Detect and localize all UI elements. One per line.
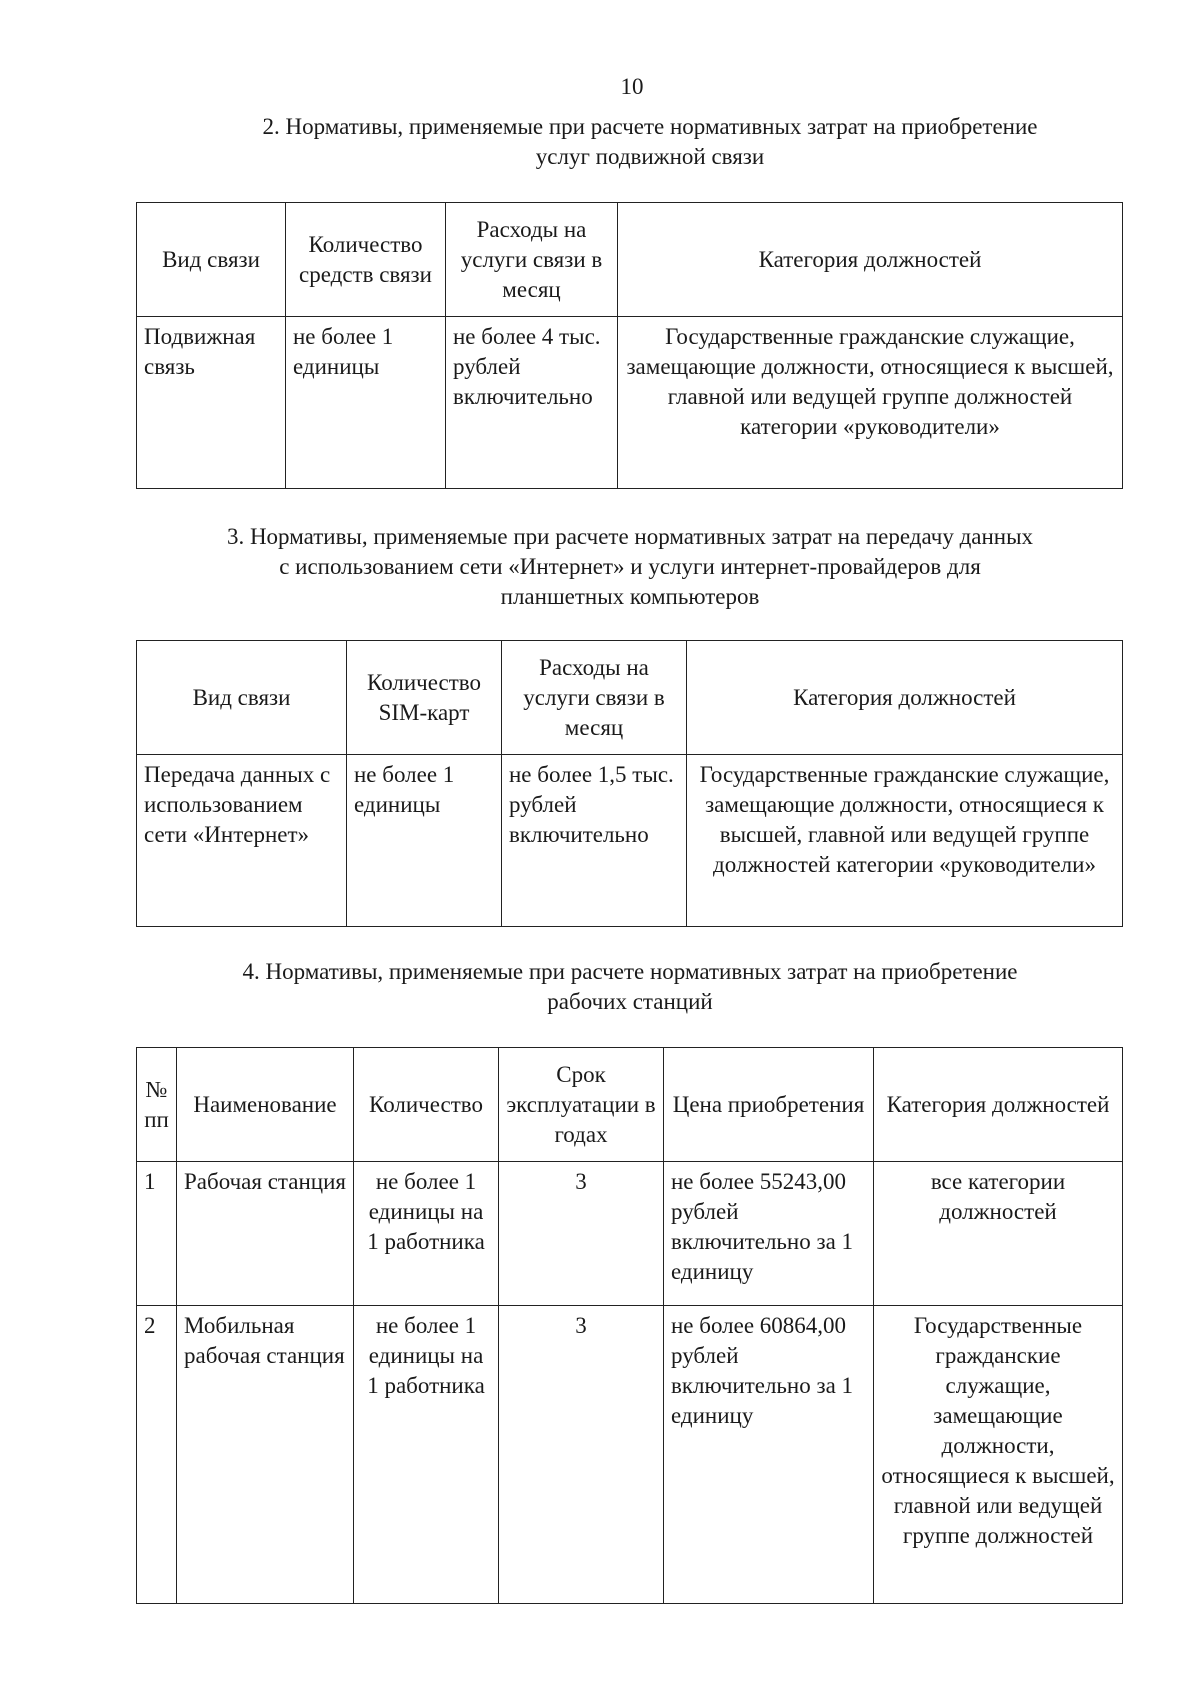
mobile-communication-table — [136, 202, 1123, 489]
communication-type-cell: Передача данных с использованием сети «Интернет» — [137, 755, 347, 927]
category-cell: Государственные гражданские служащие, замещающие должности, относящиеся к высшей, главной или ведущей группе должностей категории «руководители» — [687, 755, 1123, 927]
category-cell: все категории должностей — [874, 1162, 1123, 1306]
data-transfer-table — [136, 640, 1123, 927]
table-header-row — [137, 641, 1123, 755]
column-header: Срок эксплуатации в годах — [499, 1048, 664, 1162]
column-header: Количество средств связи — [286, 203, 446, 317]
section-2-heading — [160, 112, 1140, 172]
table-header-row — [137, 203, 1123, 317]
column-header: Вид связи — [137, 203, 286, 317]
page-number: 10 — [620, 74, 644, 99]
section-4-heading-line: рабочих станций — [547, 989, 713, 1014]
category-cell: Государственные гражданские служащие, замещающие должности, относящиеся к высшей, главной или ведущей группе должностей категории «руководители» — [618, 317, 1123, 489]
section-2-heading-line: услуг подвижной связи — [535, 144, 765, 169]
column-header: Наименование — [177, 1048, 354, 1162]
quantity-cell: не более 1 единицы — [286, 317, 446, 489]
section-4-heading — [120, 957, 1140, 1017]
name-cell: Мобильная рабочая станция — [177, 1306, 354, 1604]
communication-type-cell: Подвижная связь — [137, 317, 286, 489]
workstations-table — [136, 1047, 1123, 1604]
column-header: Категория должностей — [687, 641, 1123, 755]
name-cell: Рабочая станция — [177, 1162, 354, 1306]
section-3-heading-line: с использованием сети «Интернет» и услуги интернет-провайдеров для — [279, 554, 981, 579]
column-header: № пп — [137, 1048, 177, 1162]
column-header: Количество — [354, 1048, 499, 1162]
column-header: Категория должностей — [618, 203, 1123, 317]
section-3-heading-line: планшетных компьютеров — [500, 584, 760, 609]
table-row — [137, 1162, 1123, 1306]
term-cell: 3 — [499, 1306, 664, 1604]
table-row — [137, 755, 1123, 927]
category-cell: Государственные гражданские служащие, замещающие должности, относящиеся к высшей, главной или ведущей группе должностей — [874, 1306, 1123, 1604]
section-3-heading — [120, 522, 1140, 612]
price-cell: не более 55243,00 рублей включительно за 1 единицу — [664, 1162, 874, 1306]
column-header: Расходы на услуги связи в месяц — [502, 641, 687, 755]
row-number-cell: 2 — [137, 1306, 177, 1604]
cost-cell: не более 4 тыс. рублей включительно — [446, 317, 618, 489]
column-header: Расходы на услуги связи в месяц — [446, 203, 618, 317]
table-row — [137, 1306, 1123, 1604]
cost-cell: не более 1,5 тыс. рублей включительно — [502, 755, 687, 927]
quantity-cell: не более 1 единицы на 1 работника — [354, 1306, 499, 1604]
price-cell: не более 60864,00 рублей включительно за 1 единицу — [664, 1306, 874, 1604]
section-2-heading-line: 2. Нормативы, применяемые при расчете нормативных затрат на приобретение — [262, 114, 1038, 139]
column-header: Количество SIM-карт — [347, 641, 502, 755]
row-number-cell: 1 — [137, 1162, 177, 1306]
quantity-cell: не более 1 единицы — [347, 755, 502, 927]
column-header: Категория должностей — [874, 1048, 1123, 1162]
column-header: Цена приобретения — [664, 1048, 874, 1162]
section-4-heading-line: 4. Нормативы, применяемые при расчете нормативных затрат на приобретение — [242, 959, 1018, 984]
table-row — [137, 317, 1123, 489]
quantity-cell: не более 1 единицы на 1 работника — [354, 1162, 499, 1306]
table-header-row — [137, 1048, 1123, 1162]
section-3-heading-line: 3. Нормативы, применяемые при расчете нормативных затрат на передачу данных — [226, 524, 1034, 549]
term-cell: 3 — [499, 1162, 664, 1306]
column-header: Вид связи — [137, 641, 347, 755]
